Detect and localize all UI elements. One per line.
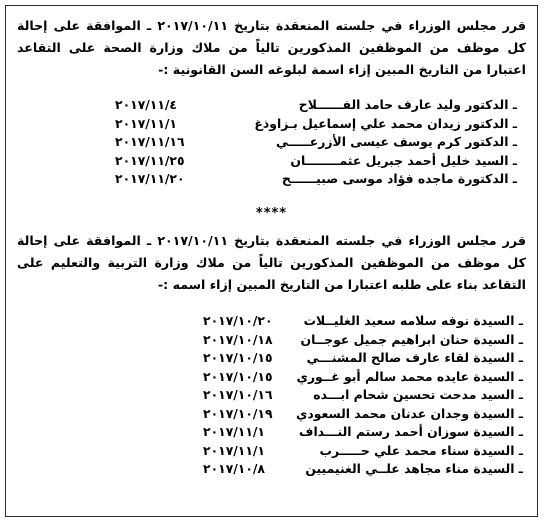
employee-name: ـ السيدة مناء مجاهد علــي الغنيميين <box>305 461 523 476</box>
list-item <box>6 171 537 190</box>
retirement-date: ٢٠١٧/١٠/١٥ <box>203 350 273 365</box>
list-item <box>6 424 537 443</box>
retirement-date: ٢٠١٧/١٠/١٩ <box>203 405 273 421</box>
employee-name: ـ السيدة عايده محمد سالم أبو غــوري <box>296 368 523 384</box>
employee-name: ـ الدكتور كرم يوسف عيسى الأزرعـــــي <box>276 134 517 149</box>
retirement-date: ٢٠١٧/١١/٢٠ <box>115 171 185 186</box>
employee-name: ـ السيدة لقاء عارف صالح المشنـــي <box>306 350 523 365</box>
employee-name: ـ الدكتور زيدان محمد علي إسماعيل بـزاوذغ <box>254 115 517 131</box>
retirement-date: ٢٠١٧/١٠/١٨ <box>203 331 273 347</box>
list-item <box>6 153 537 172</box>
list-item <box>6 350 537 369</box>
employee-name: ـ الدكتورة ماجده فؤاد موسى صبيــــــح <box>281 171 517 186</box>
employee-name: ـ السيدة وجدان عدنان محمد السعودي <box>295 405 523 421</box>
list-item <box>6 406 537 425</box>
employee-name: ـ السيدة سوزان أحمد رستم النـــداف <box>299 424 523 439</box>
list-item <box>6 369 537 388</box>
employee-name: ـ السيد مدحت تحسين شحام ابـــده <box>313 387 523 402</box>
retirement-date: ٢٠١٧/١١/٢٥ <box>115 152 185 168</box>
employee-name: ـ السيد خليل أحمد جبريل عثمــــــــان <box>290 152 517 168</box>
retirement-date: ٢٠١٧/١١/٤ <box>115 97 177 112</box>
retirement-date: ٢٠١٧/١١/١٦ <box>115 134 185 149</box>
employee-name: ـ الدكتور وليد عارف حامد الفــــــلاح <box>298 97 517 112</box>
retirement-date: ٢٠١٧/١٠/٢٠ <box>203 313 273 328</box>
section-separator: **** <box>255 206 288 221</box>
list-item <box>6 461 537 480</box>
list-item <box>6 332 537 351</box>
retirement-date: ٢٠١٧/١٠/١٦ <box>203 387 273 402</box>
retirement-date: ٢٠١٧/١٠/٨ <box>203 461 265 476</box>
employee-name: ـ السيدة حنان ابراهيم جميل عوجــان <box>300 331 523 347</box>
document-page <box>5 5 538 517</box>
list-item <box>6 97 537 116</box>
decision-paragraph-education: قرر مجلس الوزراء في جلسته المنعقدة بتاريخ ٢٠١٧/١٠/١١ ـ الموافقة على إحالة كل موظف من الموظفين المذكورين تالياً من ملاك وزارة التربية والتعليم على التقاعد بناء على طلبه اعتبارا من التاريخ المبين إزاء اسمه :- <box>17 233 526 292</box>
retirement-date: ٢٠١٧/١١/١ <box>203 442 265 458</box>
employee-name: ـ السيدة نوفه سلامه سعيد الغليــلات <box>303 313 523 328</box>
retirement-date: ٢٠١٧/١٠/١٥ <box>203 368 273 384</box>
employee-name: ـ السيدة سناء محمد علي حـــــرب <box>319 442 523 458</box>
retirement-date: ٢٠١٧/١١/١ <box>115 115 177 131</box>
decision-paragraph-health: قرر مجلس الوزراء في جلسته المنعقدة بتاريخ ٢٠١٧/١٠/١١ ـ الموافقة على إحالة كل موظف من الموظفين المذكورين تالياً من ملاك وزارة الصحة على التقاعد اعتبارا من التاريخ المبين إزاء اسمة لبلوغه السن القانونية :- <box>17 18 526 77</box>
list-item <box>6 313 537 332</box>
list-item <box>6 134 537 153</box>
retiree-list-education <box>6 313 537 480</box>
retirement-date: ٢٠١٧/١١/١ <box>203 424 265 439</box>
list-item <box>6 387 537 406</box>
retiree-list-health <box>6 97 537 190</box>
list-item <box>6 116 537 135</box>
list-item <box>6 443 537 462</box>
